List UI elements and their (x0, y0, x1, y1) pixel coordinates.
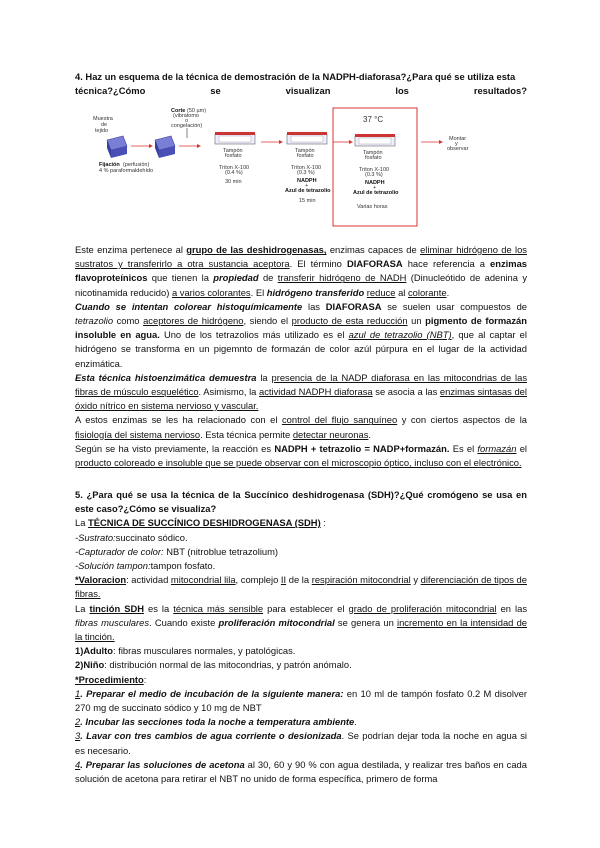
question-4-line-2: técnica?¿Cómo se visualizan los resultados? (75, 85, 527, 97)
tissue-block-icon (107, 136, 127, 158)
svg-text:4 % paraformaldehído: 4 % paraformaldehído (99, 168, 154, 174)
paragraph-reaccion: Según se ha visto previamente, la reacción es NADPH + tetrazolio = NADP+formazán. Es el formazán el producto coloreado e insoluble que se puede observar con el microscopio óptico, incluso con el electrónico. (75, 442, 527, 469)
svg-text:Tampón: Tampón (363, 150, 383, 156)
question-5-section (75, 488, 527, 786)
svg-text:Triton X-100: Triton X-100 (359, 167, 390, 173)
paragraph-flujo: A estos enzimas se les ha relacionado con el control del flujo sanguíneo y con ciertos aspectos de la fisiología del sistema nervioso. Esta técnica permite detectar neuronas. (75, 414, 527, 440)
label-varias-horas: Varias horas (357, 204, 388, 210)
dish-1-icon (215, 132, 255, 144)
sdh-adulto: 1)Adulto: fibras musculares normales, y patológicas. (75, 645, 296, 657)
sdh-nino: 2)Niño: distribución normal de las mitocondrias, y patrón anómalo. (75, 659, 352, 671)
svg-text:Tampón: Tampón (223, 148, 243, 154)
paragraph-enzyme: Este enzima pertenece al grupo de las deshidrogenasas, enzimas capaces de eliminar hidrógeno de los sustratos y transferirlo a otra sustancia aceptora. El término DIAFORASA hace referencia a enzimas flavoproteínicos que tienen la propiedad de transferir hidrógeno de NADH (Dinucleótido de adenina y nicotinamida reducido) a varios colorantes. El hidrógeno transferido reduce al colorante. (75, 244, 528, 298)
sdh-valoracion: *Valoracion: actividad mitocondrial lila, complejo II de la respiración mitocondrial y diferenciación de tipos de fibras. (75, 574, 527, 600)
svg-text:fosfato: fosfato (365, 155, 382, 161)
svg-text:fosfato: fosfato (225, 153, 242, 159)
svg-text:congelación): congelación) (171, 123, 203, 129)
label-montar: Montar (449, 136, 467, 142)
svg-text:(50 µm): (50 µm) (187, 108, 207, 114)
label-15min: 15 min (299, 198, 316, 204)
svg-text:fosfato: fosfato (297, 153, 314, 159)
svg-text:+: + (373, 185, 377, 191)
sdh-technique-title: La TÉCNICA DE SUCCÍNICO DESHIDROGENASA (SDH) : (75, 517, 326, 529)
fixed-tissue-block-icon (155, 136, 175, 158)
label-muestra: Muestra (93, 116, 113, 122)
svg-text:y: y (455, 141, 458, 147)
question-4-heading (75, 70, 527, 98)
svg-text:NADPH: NADPH (297, 178, 317, 184)
label-30min: 30 min (225, 179, 242, 185)
paragraph-histoenzimatica: Esta técnica histoenzimática demuestra la presencia de la NADP diaforasa en las mitocondrias de las fibras de músculo esquelético. Asimismo, la actividad NADPH diaforasa se asocia a las enzimas sintasas del óxido nítrico en sistema nervioso y vascular. (75, 371, 528, 412)
dish-3-icon (355, 134, 395, 146)
svg-text:Azul de tetrazolio: Azul de tetrazolio (285, 188, 331, 194)
diagram-svg (75, 106, 527, 230)
svg-text:+: + (305, 183, 309, 189)
nadph-diaphorase-diagram (75, 106, 527, 230)
svg-text:observar: observar (447, 146, 469, 152)
svg-text:Triton X-100: Triton X-100 (219, 165, 250, 171)
svg-text:Azul de tetrazolio: Azul de tetrazolio (353, 190, 399, 196)
sdh-substrate: -Sustrato:succinato sódico. (75, 531, 188, 543)
label-fijacion: Fijación (99, 162, 120, 168)
svg-text:(perfusión): (perfusión) (123, 162, 150, 168)
sdh-step-4: 4. Preparar las soluciones de acetona al 30, 60 y 90 % con agua destilada, y realizar tres baños en cada solución de acetona para retirar el NBT no unido de forma específica, primero de forma (75, 758, 527, 785)
svg-text:(vibratomo: (vibratomo (173, 113, 199, 119)
svg-text:tejido: tejido (95, 128, 109, 134)
nadph-explanation (75, 243, 527, 470)
sdh-tincion: La tinción SDH es la técnica más sensible para establecer el grado de proliferación mitocondrial en las fibras musculares. Cuando existe proliferación mitocondrial se genera un incremento en la intensidad de la tinción. (75, 602, 528, 643)
sdh-chromogen: -Capturador de color: NBT (nitroblue tetrazolium) (75, 545, 279, 557)
svg-text:(0.3 %): (0.3 %) (365, 172, 383, 178)
dish-2-icon (287, 132, 327, 144)
svg-text:o: o (185, 118, 189, 124)
label-corte: Corte (171, 108, 186, 114)
question-4-line-1: 4. Haz un esquema de la técnica de demostración de la NADPH-diaforasa?¿Para qué se utiliza esta (75, 71, 516, 82)
svg-text:Triton X-100: Triton X-100 (291, 165, 322, 171)
svg-text:(0.3 %): (0.3 %) (297, 170, 315, 176)
sdh-buffer: -Solución tampon:tampon fosfato. (75, 560, 216, 572)
svg-text:Tampón: Tampón (295, 148, 315, 154)
svg-text:(0.4 %): (0.4 %) (225, 170, 243, 176)
label-temperature: 37 °C (363, 115, 384, 124)
sdh-step-3: 3. Lavar con tres cambios de agua corriente o desionizada. Se podrían dejar toda la noche en agua si es necesario. (75, 730, 528, 756)
sdh-step-1: 1. Preparar el medio de incubación de la siguiente manera: en 10 ml de tampón fosfato 0.2 M disolver 270 mg de succinato sódico y 10 mg de NBT (75, 687, 527, 714)
sdh-procedimiento: *Procedimiento: (75, 673, 147, 685)
sdh-step-2: 2. Incubar las secciones toda la noche a temperatura ambiente. (75, 716, 357, 728)
question-5-heading: 5. ¿Para qué se usa la técnica de la Succínico deshidrogenasa (SDH)?¿Qué cromógeno se usa en este caso?¿Cómo se visualiza? (75, 489, 527, 515)
paragraph-tetrazolio: Cuando se intentan colorear histoquímicamente las DIAFORASA se suelen usar compuestos de tetrazolio como aceptores de hidrógeno, siendo el producto de esta reducción un pigmento de formazán insoluble en agua. Uno de los tetrazolios más utilizado es el azul de tetrazolio (NBT), que al captar el hidrógeno se transforma en un pigemnto de formazán de color azúl púrpura en el lugar de la actividad enzimática. (75, 300, 528, 369)
svg-text:de: de (101, 122, 108, 128)
svg-text:NADPH: NADPH (365, 180, 385, 186)
